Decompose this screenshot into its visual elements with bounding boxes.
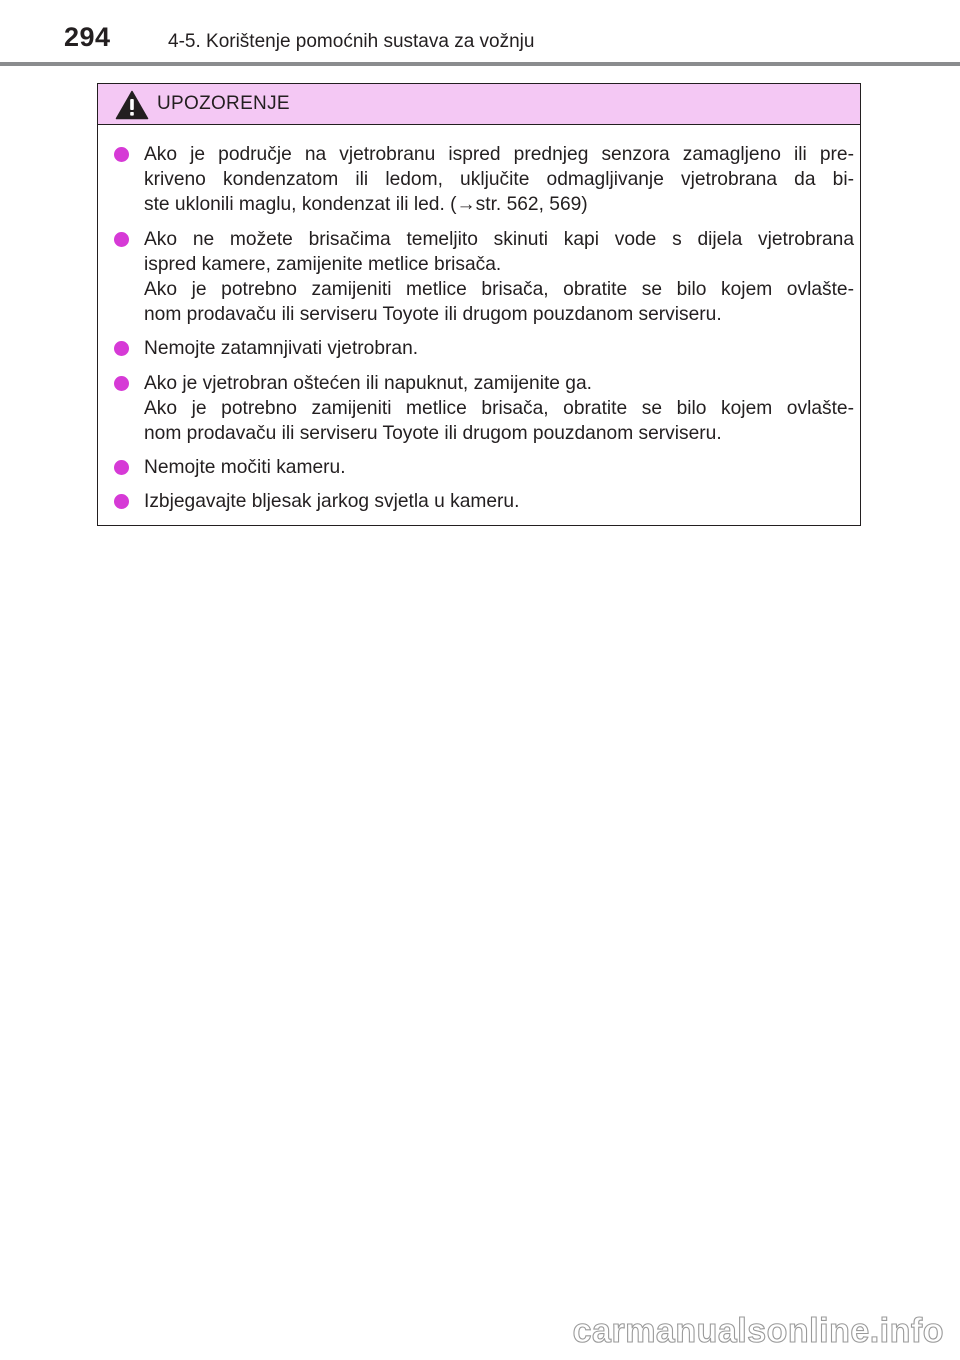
- warning-item: [114, 336, 854, 361]
- watermark-logo: [508, 1312, 948, 1352]
- page-number: 294: [64, 22, 111, 52]
- warning-header: [98, 84, 860, 125]
- warning-item: [114, 227, 854, 328]
- text-line: Ako ne možete brisačima temeljito skinuti kapi vode s dijela vjetrobrana: [144, 228, 854, 250]
- text-line: Izbjegavajte bljesak jarkog svjetla u kameru.: [144, 491, 520, 513]
- bullet-icon: [114, 341, 129, 356]
- bullet-icon: [114, 147, 129, 162]
- warning-list: [114, 142, 854, 524]
- header-rule: [0, 62, 960, 66]
- warning-item: [114, 142, 854, 218]
- warning-box: [97, 83, 861, 526]
- warning-triangle-icon: [115, 90, 149, 120]
- text-line: ispred kamere, zamijenite metlice brisača.: [144, 253, 502, 275]
- page-header: [0, 0, 960, 66]
- text-line: ste uklonili maglu, kondenzat ili led. (→str. 562, 569): [144, 194, 588, 216]
- text-line: Nemojte močiti kameru.: [144, 457, 346, 479]
- text-line: Ako je potrebno zamijeniti metlice brisača, obratite se bilo kojem ovlašte-: [144, 397, 854, 419]
- text-line: Nemojte zatamnjivati vjetrobran.: [144, 338, 419, 360]
- section-title: 4-5. Korištenje pomoćnih sustava za vožnju: [168, 31, 535, 52]
- watermark-text: carmanualsonline.info: [572, 1312, 944, 1350]
- warning-item: [114, 489, 854, 514]
- bullet-icon: [114, 232, 129, 247]
- bullet-icon: [114, 376, 129, 391]
- warning-item: [114, 455, 854, 480]
- text-line: Ako je potrebno zamijeniti metlice brisača, obratite se bilo kojem ovlašte-: [144, 279, 854, 301]
- bullet-icon: [114, 494, 129, 509]
- warning-item: [114, 371, 854, 447]
- text-line: nom prodavaču ili serviseru Toyote ili drugom pouzdanom serviseru.: [144, 423, 722, 445]
- text-line: nom prodavaču ili serviseru Toyote ili drugom pouzdanom serviseru.: [144, 304, 722, 326]
- warning-title: UPOZORENJE: [157, 93, 290, 114]
- bullet-icon: [114, 460, 129, 475]
- text-line: kriveno kondenzatom ili ledom, uključite odmagljivanje vjetrobrana da bi-: [144, 169, 854, 191]
- text-line: Ako je područje na vjetrobranu ispred prednjeg senzora zamagljeno ili pre-: [144, 144, 854, 165]
- text-line: Ako je vjetrobran oštećen ili napuknut, zamijenite ga.: [144, 372, 592, 394]
